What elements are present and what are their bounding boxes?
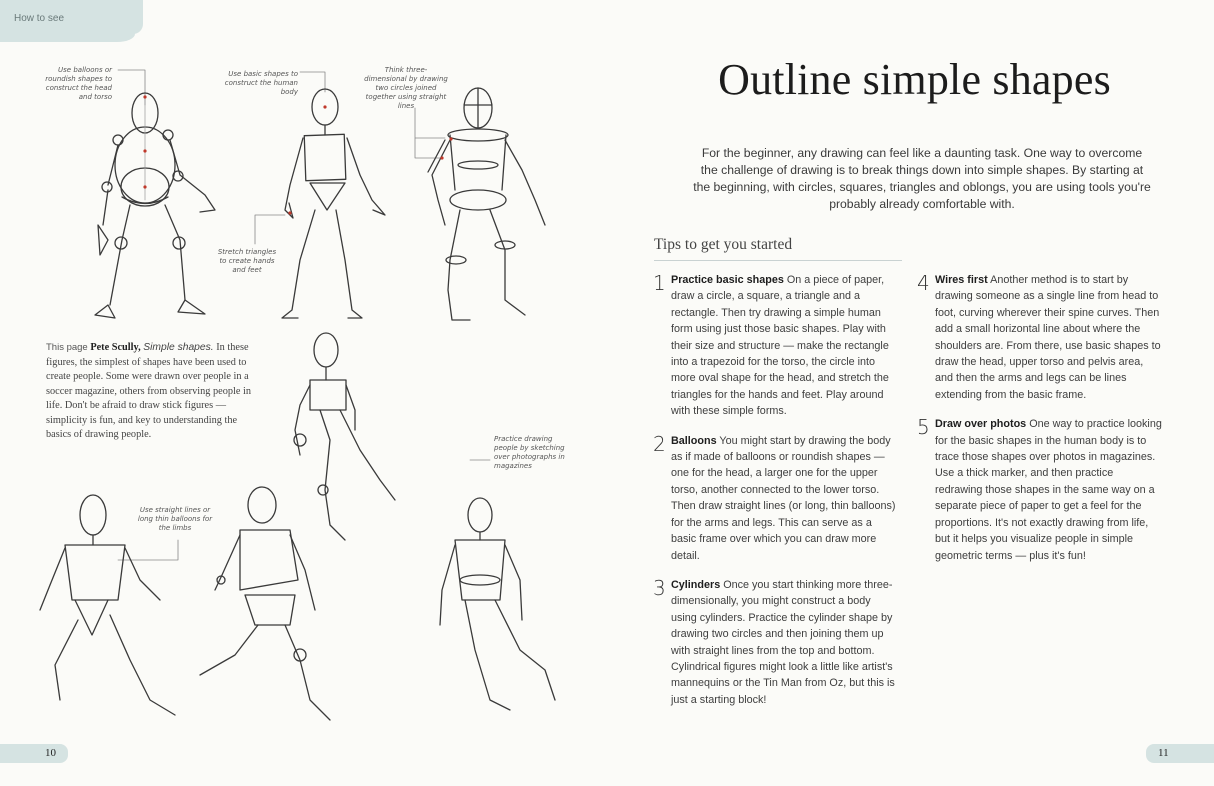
- tip-number: 3: [653, 575, 666, 600]
- figure-balloons: [95, 93, 215, 318]
- page-number-right: 11: [1158, 747, 1169, 759]
- figure-caption: [46, 341, 256, 443]
- page-number-left: 10: [45, 747, 56, 759]
- caption-work: Simple shapes.: [143, 342, 214, 353]
- tip-title: Draw over photos: [935, 418, 1027, 431]
- tip-body: Another method is to start by drawing someone as a single line from head to foot, curving wherever their spine curves. Then add a small horizontal line about where the shoulders are. From there, use basic shapes to draw the head, upper torso and pelvis area, and then the arms and legs can be lines extending from the basic frame.: [935, 274, 1161, 401]
- intro-paragraph: For the beginner, any drawing can feel like a daunting task. One way to overcome the challenge of drawing is to break things down into simple shapes. By starting at the beginning, with circles, squares, triangles and oblongs, you are using tools you're probably already comfortable with.: [693, 146, 1151, 211]
- tip-item: [917, 416, 1162, 564]
- tips-heading: Tips to get you started: [654, 236, 793, 253]
- section-label: How to see: [14, 13, 65, 24]
- figure-running: [294, 333, 395, 540]
- tip-title: Wires first: [935, 274, 988, 286]
- tip-item: [917, 272, 1162, 403]
- tip-body: One way to practice looking for the basic shapes in the human body is to trace those shapes over photos in magazines. Use a thick marker, and then practice redrawing those shapes in the same way on a separate piece of paper to get a feel for the proportions. It's not exactly drawing from life, but it helps you visualize people in simple geometric terms — plus it's fun!: [935, 418, 1162, 562]
- right-page: [607, 0, 1214, 786]
- callout-basic-shapes: Use basic shapes to construct the human body: [224, 70, 298, 96]
- figure-cylinders: [428, 88, 545, 320]
- tip-number: 2: [653, 431, 666, 456]
- figure-basic-shapes: [282, 89, 385, 318]
- tips-column-1: [653, 272, 898, 721]
- callout-triangles: Stretch triangles to create hands and feet: [217, 248, 277, 274]
- caption-lead: This page: [46, 342, 88, 353]
- figure-soccer: [200, 487, 330, 720]
- tip-body: On a piece of paper, draw a circle, a square, a triangle and a rectangle. Then try drawing a simple human form using just those basic shapes. Play with their size and structure — make the rectangle into a trapezoid for the torso, the circle into more oval shape for the head, and stretch the triangles for the hands and feet. Play around with these simple forms.: [671, 274, 889, 418]
- tip-item: [653, 272, 898, 420]
- callout-balloons: Use balloons or roundish shapes to construct the head and torso: [45, 66, 112, 101]
- callout-photographs: Practice drawing people by sketching over photographs in magazines: [494, 435, 565, 470]
- figure-photo-trace: [440, 498, 555, 710]
- tip-number: 5: [917, 415, 930, 440]
- callout-three-dimensional: Think three-dimensional by drawing two circles joined together using straight lines: [364, 66, 448, 110]
- tip-title: Cylinders: [671, 578, 721, 591]
- tip-body: Once you start thinking more three-dimensionally, you might construct a body using cylinders. Practice the cylinder shape by drawing two circles and then joining them up with straight lines from the top and bottom. Cylindrical figures might look a little like artist's mannequins or the Tin Man from Oz, but this is just a starting block!: [671, 578, 895, 706]
- page-number-band-left: [0, 744, 68, 763]
- tips-column-2: [917, 272, 1162, 577]
- tip-title: Balloons: [671, 434, 717, 447]
- callout-straight-lines: Use straight lines or long thin balloons for the limbs: [137, 506, 213, 532]
- page-number-band-right: [1146, 744, 1214, 763]
- tip-number: 1: [653, 271, 666, 295]
- tips-divider: [654, 260, 902, 261]
- tip-item: [653, 433, 898, 564]
- tip-body: You might start by drawing the body as if made of balloons or roundish shapes — one for the head, a larger one for the upper torso, another connected to the lower torso. Then draw straight lines (or long, thin balloons) for the arms and legs. This can serve as a basic frame over which you can draw more detail.: [671, 434, 896, 562]
- tip-item: [653, 577, 898, 708]
- page-title: Outline simple shapes: [718, 55, 1111, 104]
- tip-number: 4: [917, 271, 930, 295]
- caption-artist: Pete Scully,: [90, 342, 141, 353]
- tip-title: Practice basic shapes: [671, 274, 784, 286]
- caption-body: In these figures, the simplest of shapes have been used to create people. Some were drawn over people in a soccer magazine, others from observing people in life. Don't be afraid to draw stick figures — simplicity is fun, and key to understanding the basics of drawing people.: [46, 342, 252, 440]
